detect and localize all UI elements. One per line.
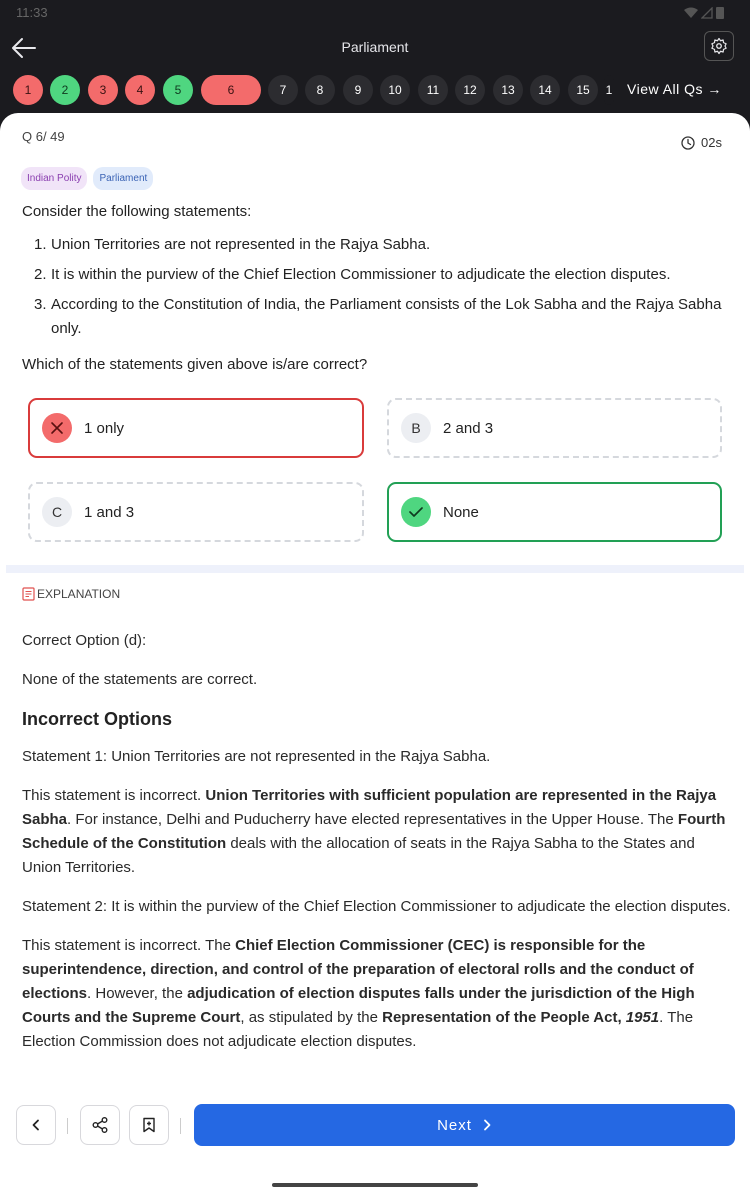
status-icons [684,6,724,19]
section-divider [6,565,744,573]
statement-item [34,263,724,287]
home-indicator [272,1183,478,1187]
bottom-action-bar [0,1098,750,1200]
chevron-left-icon [30,1119,42,1131]
statement-text: Union Territories are not represented in the Rajya Sabha. [51,236,431,253]
chevron-right-icon [482,1119,492,1131]
question-nav-item[interactable]: 2 [50,75,80,105]
gear-icon [710,37,728,55]
question-counter: Q 6/ 49 [22,129,65,144]
explanation-body [22,629,732,1069]
text-run-bold: adjudication of election disputes falls under the jurisdiction of the High Courts and the Supreme Court [22,985,695,1026]
option-d[interactable] [387,482,722,542]
previous-button[interactable] [16,1105,56,1145]
cross-icon [50,421,64,435]
option-b[interactable] [387,398,722,458]
question-nav-item[interactable]: 13 [493,75,523,105]
correct-option-summary: None of the statements are correct. [22,671,258,688]
question-nav-item[interactable]: 11 [418,75,448,105]
next-button[interactable] [194,1104,735,1146]
check-icon [408,505,424,519]
statement-number: 3. [34,296,47,313]
question-nav-item[interactable]: 12 [455,75,485,105]
question-nav-item[interactable]: 1 [604,75,614,105]
text-run: . However, the [87,985,188,1002]
explanation-header [22,587,120,601]
option-a-badge [42,413,72,443]
question-nav-item[interactable]: 10 [380,75,410,105]
clock-icon [681,136,695,150]
question-nav-item[interactable]: 7 [268,75,298,105]
statement-list [34,233,724,347]
option-c-badge: C [42,497,72,527]
statement-1-quote: Statement 1: Union Territories are not represented in the Rajya Sabha. [22,748,491,765]
option-c[interactable] [28,482,364,542]
statement-number: 1. [34,236,47,253]
text-run: This statement is incorrect. The [22,937,236,954]
view-all-questions-button[interactable]: View All Qs → [627,81,722,97]
text-run-bold: Chief Election Commissioner (CEC) is responsible for the superintendence, direction, and control of the preparation of electoral rolls and the conduct of elections [22,937,694,1002]
bookmark-add-icon [142,1117,156,1133]
tag-topic: Parliament [93,167,153,190]
explanation-title: EXPLANATION [37,587,121,601]
statement-text: According to the Constitution of India, the Parliament consists of the Lok Sabha and the Rajya Sabha only. [51,296,722,337]
divider [180,1118,181,1134]
option-c-text: 1 and 3 [84,503,135,521]
topic-tags [21,167,153,190]
statement-2-explanation [22,934,732,1054]
share-button[interactable] [80,1105,120,1145]
option-a-text: 1 only [84,419,125,437]
timer [681,135,722,150]
text-run: deals with the allocation of seats in the Rajya Sabha to the States and Union Territories. [22,835,695,876]
question-nav-item-current[interactable]: 6 [201,75,261,105]
text-run-bold-italic: 1951 [625,1009,660,1026]
question-nav-item[interactable]: 15 [568,75,598,105]
text-run-bold: Union Territories with sufficient population are represented in the Rajya Sabha [22,787,717,828]
text-run: . The Election Commission does not adjudicate election disputes. [22,1009,694,1050]
text-run-bold: Representation of the People Act, [382,1009,626,1026]
option-b-text: 2 and 3 [443,419,494,437]
app-bar [0,26,750,70]
battery-icon [716,6,724,19]
option-d-badge [401,497,431,527]
question-nav-item[interactable]: 14 [530,75,560,105]
next-button-label: Next [437,1116,472,1134]
page-title: Parliament [341,39,409,55]
statement-item [34,233,724,257]
statement-text: It is within the purview of the Chief Election Commissioner to adjudicate the election disputes. [51,266,671,283]
correct-option-label: Correct Option (d): [22,632,147,649]
note-icon [22,587,35,601]
statement-2-quote: Statement 2: It is within the purview of the Chief Election Commissioner to adjudicate the election disputes. [22,898,731,915]
question-nav-item[interactable]: 5 [163,75,193,105]
text-run: This statement is incorrect. [22,787,206,804]
text-run: , as stipulated by the [240,1009,383,1026]
question-nav-strip [0,75,750,105]
question-prompt: Which of the statements given above is/are correct? [22,356,368,373]
question-nav-item[interactable]: 8 [305,75,335,105]
question-nav-item[interactable]: 9 [343,75,373,105]
share-icon [91,1116,109,1134]
option-b-badge: B [401,413,431,443]
bookmark-button[interactable] [129,1105,169,1145]
question-card [0,113,750,1200]
divider [67,1118,68,1134]
statement-1-explanation [22,784,732,880]
settings-button[interactable] [704,31,734,61]
statement-number: 2. [34,266,47,283]
option-a[interactable] [28,398,364,458]
question-nav-item[interactable]: 3 [88,75,118,105]
incorrect-options-heading: Incorrect Options [22,709,173,729]
timer-value: 02s [701,135,722,150]
status-bar [0,0,750,26]
text-run-bold: Fourth Schedule of the Constitution [22,811,726,852]
signal-icon [701,7,713,19]
question-nav-item[interactable]: 1 [13,75,43,105]
tag-subject: Indian Polity [21,167,87,190]
status-time: 11:33 [16,5,48,20]
question-intro: Consider the following statements: [22,203,252,220]
statement-item [34,293,724,341]
wifi-icon [684,7,698,19]
option-d-text: None [443,503,479,521]
text-run: . For instance, Delhi and Puducherry have elected representatives in the Upper House. The [67,811,678,828]
question-nav-item[interactable]: 4 [125,75,155,105]
